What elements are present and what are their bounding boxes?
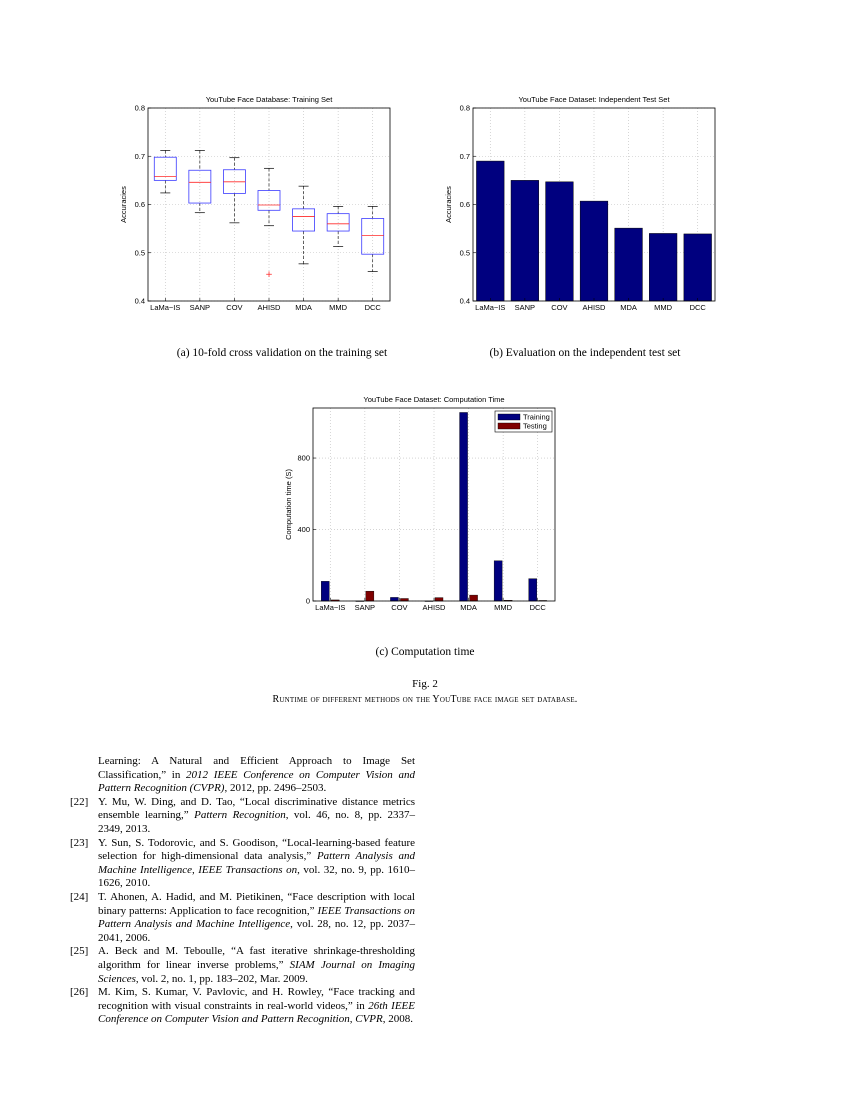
chart-a-xtick-label: MMD bbox=[329, 303, 348, 312]
bar-training-dcc bbox=[529, 579, 537, 601]
reference-text: , vol. 32, no. 9, pp. 1610–1626, 2010. bbox=[98, 863, 415, 890]
reference-item bbox=[70, 837, 415, 891]
reference-number: [26] bbox=[70, 986, 89, 999]
bar-training-lamais bbox=[321, 581, 329, 601]
reference-item bbox=[70, 986, 415, 1027]
chart-b-xtick-label: AHISD bbox=[582, 303, 606, 312]
reference-venue: Pattern Recognition bbox=[194, 809, 286, 822]
reference-text: , 2008. bbox=[382, 1013, 413, 1026]
chart-c-xtick-label: DCC bbox=[529, 603, 546, 612]
legend-label-training: Training bbox=[523, 412, 550, 422]
reference-text: , vol. 28, no. 12, pp. 2037–2041, 2006. bbox=[98, 918, 415, 944]
chart-independent-test-bar bbox=[435, 90, 735, 320]
chart-a-title: YouTube Face Database: Training Set bbox=[205, 95, 333, 104]
chart-c-xtick-label: AHISD bbox=[422, 603, 446, 612]
legend-swatch-testing bbox=[498, 423, 520, 429]
chart-a-xtick-label: AHISD bbox=[257, 303, 281, 312]
box-outlier: + bbox=[265, 269, 273, 280]
reference-venue: 2012 IEEE Conference on Computer Vision and Pattern Recognition (CVPR) bbox=[98, 768, 415, 795]
chart-b-xtick-label: SANP bbox=[514, 303, 536, 312]
figure-title: Runtime of different methods on the YouTube face image set database. bbox=[272, 694, 578, 705]
bar-sanp bbox=[511, 180, 539, 301]
figure-number: Fig. 2 bbox=[412, 678, 438, 690]
chart-a-ytick-label: 0.4 bbox=[134, 296, 145, 306]
chart-a-xtick-label: LaMa−IS bbox=[150, 303, 181, 312]
chart-b-ytick-label: 0.6 bbox=[459, 200, 470, 209]
reference-text: T. Ahonen, A. Hadid, and M. Pietikinen, “Face description with local binary patterns: Application to face recognition,” bbox=[98, 890, 415, 917]
reference-item bbox=[70, 755, 415, 796]
reference-item bbox=[70, 796, 415, 837]
reference-venue: IEEE Transactions on Pattern Analysis and Machine Intelligence bbox=[98, 904, 415, 931]
chart-b-xtick-label: DCC bbox=[689, 303, 706, 312]
bar-training-mda bbox=[460, 412, 468, 601]
chart-c-title: YouTube Face Dataset: Computation Time bbox=[363, 395, 505, 404]
bar-testing-ahisd bbox=[435, 598, 443, 601]
chart-c-xtick-label: MMD bbox=[494, 603, 513, 612]
box-body bbox=[362, 218, 384, 254]
caption-a: (a) 10-fold cross validation on the training set bbox=[176, 347, 388, 359]
chart-a-ytick-label: 0.8 bbox=[134, 103, 145, 113]
chart-a-xtick-label: COV bbox=[226, 303, 243, 312]
chart-b-xtick-label: MDA bbox=[620, 303, 637, 312]
legend-swatch-training bbox=[498, 414, 520, 420]
reference-text: , vol. 2, no. 1, pp. 183–202, Mar. 2009. bbox=[135, 972, 308, 985]
chart-b-ytick-label: 0.7 bbox=[459, 151, 470, 161]
reference-venue: Pattern Analysis and Machine Intelligence, IEEE Transactions on bbox=[98, 850, 415, 876]
chart-a-ylabel: Accuracies bbox=[119, 186, 128, 223]
reference-item bbox=[70, 891, 415, 945]
chart-b-xtick-label: COV bbox=[551, 303, 568, 312]
chart-c-xtick-label: MDA bbox=[460, 603, 477, 612]
reference-item bbox=[70, 945, 415, 986]
references-list bbox=[70, 755, 415, 1027]
chart-c-xtick-label: COV bbox=[391, 603, 408, 612]
chart-computation-time-bar bbox=[275, 390, 575, 620]
chart-c-ytick-label: 400 bbox=[297, 525, 310, 535]
bar-lamais bbox=[476, 161, 504, 301]
reference-text: , vol. 46, no. 8, pp. 2337–2349, 2013. bbox=[98, 809, 415, 835]
bar-cov bbox=[546, 182, 574, 301]
bar-testing-sanp bbox=[366, 591, 374, 601]
chart-a-ytick-label: 0.7 bbox=[134, 151, 145, 161]
bar-mda bbox=[615, 228, 643, 301]
chart-a-xtick-label: SANP bbox=[189, 303, 211, 312]
chart-b-ytick-label: 0.5 bbox=[459, 248, 470, 258]
caption-b: (b) Evaluation on the independent test set bbox=[489, 347, 681, 359]
chart-a-ytick-label: 0.5 bbox=[134, 248, 145, 258]
chart-a-xtick-label: DCC bbox=[364, 303, 381, 312]
bar-dcc bbox=[684, 234, 712, 301]
reference-text: M. Kim, S. Kumar, V. Pavlovic, and H. Rowley, “Face tracking and recognition with visual constraints in real-world videos,” in bbox=[98, 986, 415, 1012]
chart-a-xtick-label: MDA bbox=[295, 303, 312, 312]
chart-c-xtick-label: LaMa−IS bbox=[315, 603, 346, 612]
reference-number: [22] bbox=[70, 795, 89, 808]
reference-text: Y. Sun, S. Todorovic, and S. Goodison, “Local-learning-based feature selection for high-dimensional data analysis,” bbox=[98, 836, 415, 863]
chart-c-xtick-label: SANP bbox=[354, 603, 376, 612]
reference-text: , 2012, pp. 2496–2503. bbox=[224, 782, 327, 795]
chart-c-ytick-label: 0 bbox=[305, 596, 310, 606]
chart-training-set-boxplot bbox=[110, 90, 410, 320]
chart-b-title: YouTube Face Dataset: Independent Test Set bbox=[518, 95, 670, 104]
chart-a-ytick-label: 0.6 bbox=[134, 200, 145, 209]
chart-c-ytick-label: 800 bbox=[297, 453, 310, 463]
legend-label-testing: Testing bbox=[523, 421, 547, 431]
reference-text: Learning: A Natural and Efficient Approach to Image Set Classification,” in bbox=[98, 755, 415, 781]
caption-c: (c) Computation time bbox=[375, 646, 475, 658]
chart-b-ytick-label: 0.8 bbox=[459, 103, 470, 113]
reference-number: [23] bbox=[70, 836, 89, 849]
bar-testing-mda bbox=[470, 595, 478, 601]
bar-training-mmd bbox=[494, 561, 502, 601]
reference-number: [25] bbox=[70, 945, 89, 958]
chart-b-xtick-label: LaMa−IS bbox=[475, 303, 506, 312]
reference-text: Y. Mu, W. Ding, and D. Tao, “Local discriminative distance metrics ensemble learning,” bbox=[98, 795, 415, 822]
chart-c-ylabel: Computation time (S) bbox=[284, 469, 293, 540]
bar-mmd bbox=[649, 233, 677, 301]
reference-text: A. Beck and M. Teboulle, “A fast iterative shrinkage-thresholding algorithm for linear inverse problems,” bbox=[98, 945, 415, 971]
reference-venue: SIAM Journal on Imaging Sciences bbox=[98, 958, 415, 985]
chart-b-xtick-label: MMD bbox=[654, 303, 673, 312]
chart-b-ylabel: Accuracies bbox=[444, 186, 453, 223]
reference-venue: 26th IEEE Conference on Computer Vision and Pattern Recognition, CVPR bbox=[98, 999, 415, 1026]
chart-b-ytick-label: 0.4 bbox=[459, 296, 470, 306]
reference-number: [24] bbox=[70, 890, 89, 903]
bar-training-cov bbox=[390, 597, 398, 601]
bar-ahisd bbox=[580, 201, 608, 301]
